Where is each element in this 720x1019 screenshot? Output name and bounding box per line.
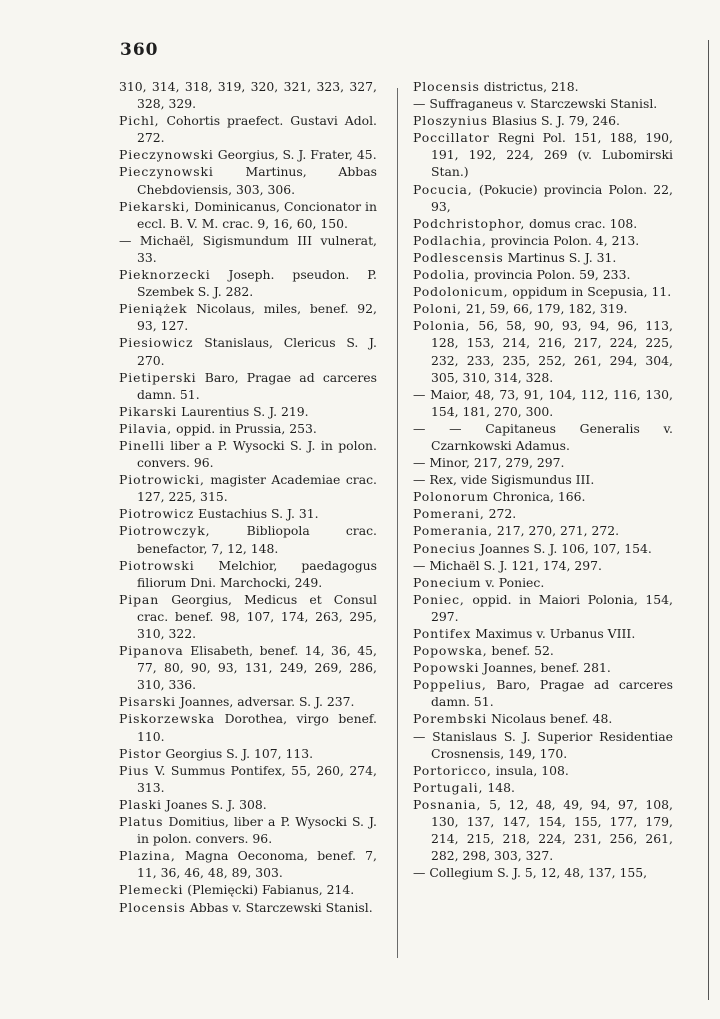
entry-headword: Pilavia, bbox=[119, 420, 173, 436]
entry-headword: Portugali, bbox=[413, 779, 484, 795]
entry-text: 148. bbox=[487, 779, 515, 795]
index-entry bbox=[119, 693, 377, 710]
index-entry bbox=[413, 505, 673, 522]
index-entry bbox=[413, 283, 673, 300]
entry-text: oppidum in Scepusia, 11. bbox=[512, 284, 672, 300]
entry-text: Abbas v. Starczewski Stanisl. bbox=[189, 899, 373, 915]
entry-text: — — Capitaneus Generalis v. Czarnkowski Adamus. bbox=[413, 420, 673, 453]
entry-text: Baro, Pragae ad carceres damn. 51. bbox=[137, 369, 377, 402]
entry-text: Blasius S. J. 79, 246. bbox=[491, 113, 620, 129]
index-entry bbox=[413, 557, 673, 574]
entry-text: — Collegium S. J. 5, 12, 48, 137, 155, bbox=[413, 865, 648, 881]
index-entry bbox=[413, 591, 673, 625]
index-entry bbox=[119, 146, 377, 163]
entry-headword: Plaski bbox=[119, 796, 162, 812]
index-entry bbox=[119, 471, 377, 505]
index-entry bbox=[119, 300, 377, 334]
index-entry bbox=[413, 659, 673, 676]
entry-headword: Piekarski, bbox=[119, 198, 191, 214]
entry-text: — Rex, vide Sigismundus III. bbox=[413, 472, 595, 488]
entry-text: Maximus v. Urbanus VIII. bbox=[475, 626, 636, 641]
index-entry bbox=[413, 112, 673, 129]
entry-text: Laurentius S. J. 219. bbox=[181, 403, 309, 419]
entry-headword: Podlachia, bbox=[413, 232, 487, 248]
entry-text: domus crac. 108. bbox=[529, 215, 638, 231]
entry-headword: Pietiperski bbox=[119, 369, 197, 385]
entry-headword: Polonorum bbox=[413, 489, 489, 505]
entry-headword: Podlescensis bbox=[413, 249, 504, 265]
entry-headword: Podchristophor, bbox=[413, 215, 526, 231]
index-entry bbox=[413, 266, 673, 283]
index-entry bbox=[413, 95, 673, 112]
index-entry bbox=[413, 488, 673, 505]
entry-headword: Poccillator bbox=[413, 130, 490, 146]
entry-text: 217, 270, 271, 272. bbox=[496, 523, 620, 539]
index-entry bbox=[413, 779, 673, 796]
entry-text: Nicolaus, miles, benef. 92, 93, 127. bbox=[137, 301, 377, 334]
index-column-right bbox=[413, 78, 673, 881]
index-entry bbox=[119, 642, 377, 693]
entry-text: 5, 12, 48, 49, 94, 97, 108, 130, 137, 147, 154, 155, 177, 179, 214, 215, 218, 224, 231, 256, 261, 282, 298, 303, 327. bbox=[431, 796, 673, 864]
entry-text: provincia Polon. 4, 213. bbox=[490, 232, 640, 248]
index-entry bbox=[413, 300, 673, 317]
entry-headword: Polonia, bbox=[413, 318, 471, 334]
index-entry bbox=[413, 728, 673, 762]
index-entry bbox=[119, 78, 377, 112]
entry-text: Joannes, adversar. S. J. 237. bbox=[179, 694, 355, 710]
entry-headword: Poloni, bbox=[413, 301, 462, 317]
entry-text: Regni Pol. 151, 188, 190, 191, 192, 224, 269 (v. Lubomirski Stan.) bbox=[431, 130, 673, 180]
index-entry bbox=[119, 710, 377, 744]
entry-text: Dorothea, virgo benef. 110. bbox=[137, 711, 377, 744]
index-entry bbox=[413, 78, 673, 95]
index-entry bbox=[413, 762, 673, 779]
index-entry bbox=[119, 762, 377, 796]
index-entry bbox=[119, 796, 377, 813]
entry-headword: Plazina, bbox=[119, 848, 176, 864]
index-entry bbox=[413, 540, 673, 557]
index-entry bbox=[413, 129, 673, 180]
entry-text: Chronica, 166. bbox=[492, 489, 586, 505]
entry-headword: Piskorzewska bbox=[119, 711, 216, 727]
index-entry bbox=[119, 881, 377, 898]
entry-headword: Pius bbox=[119, 762, 150, 778]
entry-headword: Poniec, bbox=[413, 591, 465, 607]
index-entry bbox=[119, 899, 377, 916]
index-entry bbox=[119, 112, 377, 146]
index-entry bbox=[119, 163, 377, 197]
entry-text: Georgius S. J. 107, 113. bbox=[165, 745, 314, 761]
index-entry bbox=[413, 676, 673, 710]
entry-headword: Porembski bbox=[413, 711, 488, 727]
entry-headword: Pichl, bbox=[119, 113, 160, 129]
entry-text: (Pokucie) provincia Polon. 22, 93, bbox=[431, 181, 673, 214]
index-entry bbox=[119, 369, 377, 403]
entry-headword: Podolonicum, bbox=[413, 284, 509, 300]
entry-headword: Podolia, bbox=[413, 267, 471, 283]
index-entry bbox=[119, 403, 377, 420]
entry-headword: Pomerani, bbox=[413, 506, 485, 522]
index-entry bbox=[119, 198, 377, 232]
entry-headword: Pocucia, bbox=[413, 181, 473, 197]
index-entry bbox=[119, 591, 377, 642]
entry-headword: Pontifex bbox=[413, 626, 472, 641]
entry-text: v. Poniec. bbox=[485, 574, 545, 590]
entry-headword: Plocensis bbox=[413, 79, 480, 94]
entry-text: oppid. in Maiori Polonia, 154, 297. bbox=[431, 591, 673, 624]
entry-text: — Minor, 217, 279, 297. bbox=[413, 455, 565, 471]
index-entry bbox=[413, 522, 673, 539]
index-entry bbox=[119, 505, 377, 522]
entry-text: Domitius, liber a P. Wysocki S. J. in polon. convers. 96. bbox=[137, 814, 377, 847]
entry-text: Georgius, S. J. Frater, 45. bbox=[217, 147, 377, 163]
entry-headword: Portoricco, bbox=[413, 762, 492, 778]
entry-headword: Pieczynowski bbox=[119, 164, 214, 180]
entry-text: Eustachius S. J. 31. bbox=[198, 506, 319, 522]
entry-text: liber a P. Wysocki S. J. in polon. convers. 96. bbox=[137, 437, 377, 471]
entry-text: oppid. in Prussia, 253. bbox=[176, 420, 317, 436]
entry-text: Elisabeth, benef. 14, 36, 45, 77, 80, 90, 93, 131, 249, 269, 286, 310, 336. bbox=[137, 643, 377, 693]
index-entry bbox=[413, 625, 673, 642]
index-entry bbox=[413, 215, 673, 232]
entry-headword: Piotrowicz bbox=[119, 506, 195, 522]
entry-headword: Pistor bbox=[119, 745, 162, 761]
index-entry bbox=[413, 574, 673, 591]
entry-text: — Suffraganeus v. Starczewski Stanisl. bbox=[413, 96, 658, 112]
entry-headword: Popowska, bbox=[413, 643, 488, 659]
entry-text: Martinus S. J. 31. bbox=[507, 249, 617, 265]
entry-headword: Ponecium bbox=[413, 574, 482, 590]
entry-text: Nicolaus benef. 48. bbox=[491, 711, 613, 727]
entry-text: Martinus, Abbas Chebdoviensis, 303, 306. bbox=[137, 164, 377, 197]
column-divider bbox=[397, 88, 398, 958]
index-entry bbox=[413, 796, 673, 864]
index-entry bbox=[119, 437, 377, 471]
index-entry bbox=[413, 642, 673, 659]
index-entry bbox=[119, 420, 377, 437]
entry-headword: Platus bbox=[119, 814, 164, 830]
entry-headword: Posnania, bbox=[413, 796, 482, 812]
index-entry bbox=[413, 864, 673, 881]
entry-headword: Pieniążek bbox=[119, 301, 188, 317]
entry-text: 310, 314, 318, 319, 320, 321, 323, 327, 328, 329. bbox=[119, 79, 377, 112]
entry-text: Bibliopola crac. benefactor, 7, 12, 148. bbox=[137, 523, 377, 556]
page-number: 360 bbox=[120, 40, 159, 60]
entry-text: provincia Polon. 59, 233. bbox=[474, 267, 631, 283]
entry-text: Joannes, benef. 281. bbox=[483, 660, 611, 676]
entry-text: Melchior, paedagogus filiorum Dni. Marchocki, 249. bbox=[137, 557, 377, 590]
entry-headword: Plemecki bbox=[119, 882, 184, 898]
index-entry bbox=[413, 454, 673, 471]
entry-headword: Pomerania, bbox=[413, 523, 493, 539]
entry-text: Joanes S. J. 308. bbox=[165, 796, 267, 812]
index-entry bbox=[119, 266, 377, 300]
index-column-left bbox=[119, 78, 377, 916]
entry-text: 21, 59, 66, 179, 182, 319. bbox=[465, 301, 628, 317]
index-entry bbox=[413, 386, 673, 420]
entry-text: — Stanislaus S. J. Superior Residentiae Crosnensis, 149, 170. bbox=[413, 728, 673, 761]
entry-text: Georgius, Medicus et Consul crac. benef. 98, 107, 174, 263, 295, 310, 322. bbox=[137, 591, 377, 641]
index-entry bbox=[119, 847, 377, 881]
entry-text: districtus, 218. bbox=[483, 79, 579, 94]
entry-text: Magna Oeconoma, benef. 7, 11, 36, 46, 48, 89, 303. bbox=[137, 848, 377, 881]
entry-headword: Piotrowczyk, bbox=[119, 523, 211, 539]
entry-headword: Pieczynowski bbox=[119, 147, 214, 163]
index-entry bbox=[413, 232, 673, 249]
index-entry bbox=[413, 710, 673, 727]
entry-text: Joannes S. J. 106, 107, 154. bbox=[480, 540, 652, 556]
entry-headword: Piotrowicki, bbox=[119, 472, 205, 488]
index-entry bbox=[119, 232, 377, 266]
entry-headword: Pinelli bbox=[119, 437, 165, 453]
entry-text: magister Academiae crac. 127, 225, 315. bbox=[137, 472, 377, 505]
entry-headword: Popowski bbox=[413, 660, 480, 676]
entry-text: 56, 58, 90, 93, 94, 96, 113, 128, 153, 214, 216, 217, 224, 225, 232, 233, 235, 252, 261, 294, 304, 305, 310, 314, 328. bbox=[431, 318, 673, 385]
page-edge-line bbox=[708, 40, 709, 1000]
entry-text: (Plemięcki) Fabianus, 214. bbox=[187, 882, 355, 898]
entry-text: benef. 52. bbox=[491, 643, 554, 659]
entry-text: — Michaël, Sigismundum III vulnerat, 33. bbox=[119, 232, 377, 265]
index-entry bbox=[119, 745, 377, 762]
entry-headword: Ponecius bbox=[413, 540, 477, 556]
entry-headword: Pisarski bbox=[119, 694, 176, 710]
index-entry bbox=[119, 522, 377, 556]
index-entry bbox=[413, 471, 673, 488]
entry-text: Baro, Pragae ad carceres damn. 51. bbox=[431, 677, 673, 710]
entry-headword: Pipanova bbox=[119, 643, 184, 659]
entry-headword: Plocensis bbox=[119, 899, 186, 915]
entry-headword: Piesiowicz bbox=[119, 335, 194, 351]
entry-text: V. Summus Pontifex, 55, 260, 274, 313. bbox=[137, 762, 377, 795]
entry-text: Joseph. pseudon. P. Szembek S. J. 282. bbox=[137, 267, 377, 300]
index-entry bbox=[413, 181, 673, 215]
entry-text: — Michaël S. J. 121, 174, 297. bbox=[413, 557, 602, 573]
entry-headword: Pieknorzecki bbox=[119, 267, 211, 283]
entry-text: Cohortis praefect. Gustavi Adol. 272. bbox=[137, 113, 377, 146]
index-entry bbox=[413, 249, 673, 266]
entry-text: — Maior, 48, 73, 91, 104, 112, 116, 130, 154, 181, 270, 300. bbox=[413, 386, 673, 419]
entry-text: Stanislaus, Clericus S. J. 270. bbox=[137, 335, 377, 368]
entry-headword: Ploszynius bbox=[413, 113, 488, 129]
index-entry bbox=[413, 420, 673, 454]
entry-headword: Piotrowski bbox=[119, 557, 195, 573]
entry-text: Dominicanus, Concionator in eccl. B. V. M. crac. 9, 16, 60, 150. bbox=[137, 198, 377, 231]
entry-headword: Pikarski bbox=[119, 403, 178, 419]
entry-headword: Poppelius, bbox=[413, 677, 487, 693]
index-entry bbox=[119, 334, 377, 368]
entry-text: 272. bbox=[488, 506, 517, 522]
entry-headword: Pipan bbox=[119, 591, 160, 607]
index-entry bbox=[119, 813, 377, 847]
entry-text: insula, 108. bbox=[495, 762, 569, 778]
index-entry bbox=[119, 557, 377, 591]
index-entry bbox=[413, 317, 673, 385]
